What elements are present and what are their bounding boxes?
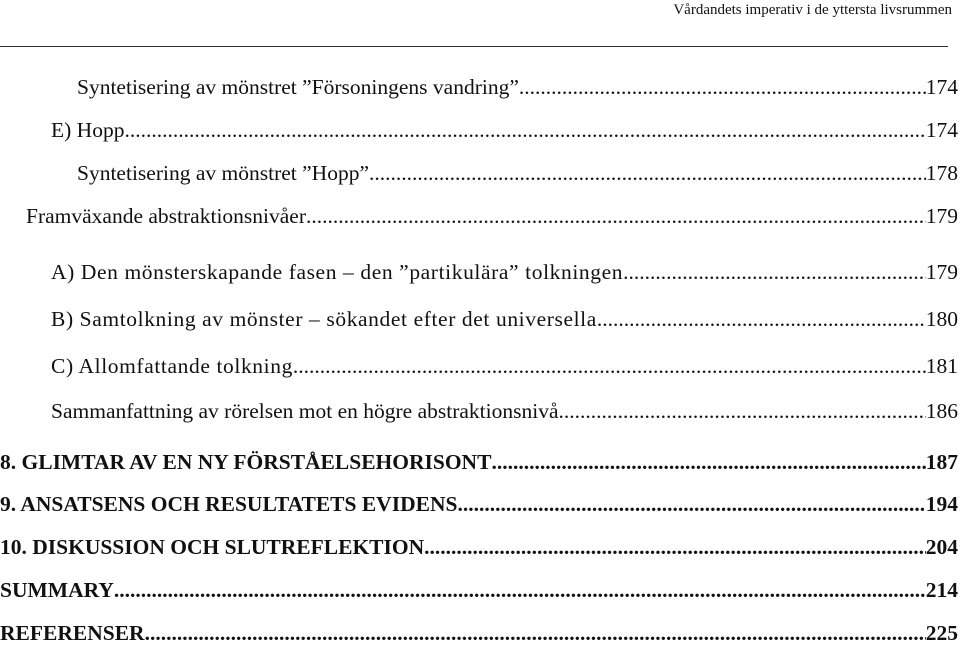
toc-title: 8. GLIMTAR AV EN NY FÖRSTÅELSEHORISONT (0, 450, 492, 474)
dot-leader (124, 116, 925, 144)
toc-entry[interactable] (0, 258, 958, 286)
toc-chapter[interactable] (0, 490, 958, 518)
toc-entry[interactable] (0, 305, 958, 333)
toc-page: 181 (925, 354, 958, 378)
toc-chapter[interactable] (0, 533, 958, 561)
toc-entry[interactable] (0, 116, 958, 144)
toc-page: 179 (925, 260, 958, 284)
toc-page: 187 (925, 450, 958, 474)
toc-title: C) Allomfattande tolkning (51, 354, 293, 378)
dot-leader (424, 533, 926, 561)
toc-title: 10. DISKUSSION OCH SLUTREFLEKTION (0, 535, 425, 559)
toc-page: 174 (925, 75, 958, 99)
toc-title: Syntetisering av mönstret ”Försoningens vandring” (77, 75, 519, 99)
toc-title: Sammanfattning av rörelsen mot en högre abstraktionsnivå (51, 399, 559, 423)
toc-page: 214 (925, 578, 958, 602)
dot-leader (145, 619, 926, 647)
toc-page: 186 (925, 399, 958, 423)
toc-chapter[interactable] (0, 619, 958, 647)
toc-title: E) Hopp (51, 118, 125, 142)
dot-leader (114, 576, 926, 604)
dot-leader (623, 258, 926, 286)
toc-title: SUMMARY (0, 578, 114, 602)
toc-entry[interactable] (0, 397, 958, 425)
toc-title: B) Samtolkning av mönster – sökandet efter det universella (51, 307, 597, 331)
header-rule (0, 46, 948, 47)
toc-title: Framväxande abstraktionsnivåer (26, 204, 307, 228)
toc-page: 179 (925, 204, 958, 228)
dot-leader (597, 305, 926, 333)
dot-leader (306, 202, 926, 230)
toc-chapter[interactable] (0, 448, 958, 476)
toc-page: 204 (925, 535, 958, 559)
toc-page: 194 (925, 492, 958, 516)
toc-entry[interactable] (0, 159, 958, 187)
toc-entry[interactable] (0, 352, 958, 380)
toc-title: Syntetisering av mönstret ”Hopp” (77, 161, 369, 185)
running-header: Vårdandets imperativ i de yttersta livsrummen (673, 2, 952, 18)
dot-leader (559, 397, 926, 425)
toc-title: REFERENSER (0, 621, 145, 645)
toc-entry[interactable] (0, 73, 958, 101)
dot-leader (491, 448, 925, 476)
dot-leader (457, 490, 925, 518)
toc-entry[interactable] (0, 202, 958, 230)
dot-leader (519, 73, 926, 101)
dot-leader (293, 352, 926, 380)
toc-chapter[interactable] (0, 576, 958, 604)
toc-page: 174 (925, 118, 958, 142)
toc-title: 9. ANSATSENS OCH RESULTATETS EVIDENS (0, 492, 458, 516)
dot-leader (369, 159, 926, 187)
toc-page: 180 (925, 307, 958, 331)
toc-title: A) Den mönsterskapande fasen – den ”partikulära” tolkningen (51, 260, 624, 284)
toc-page: 178 (925, 161, 958, 185)
toc-page: 225 (925, 621, 958, 645)
